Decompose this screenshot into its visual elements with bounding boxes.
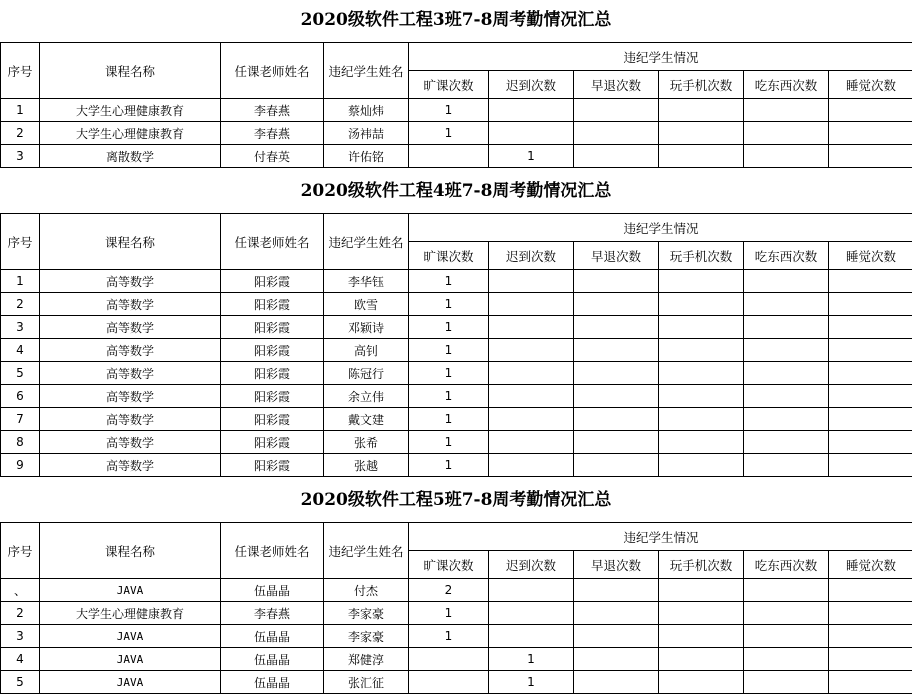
cell-absent: [409, 145, 489, 168]
cell-teacher: 阳彩霞: [221, 454, 324, 477]
cell-sleeping: [829, 270, 912, 293]
cell-eating: [744, 270, 829, 293]
header-phone: 玩手机次数: [659, 551, 744, 579]
cell-sleeping: [829, 602, 912, 625]
cell-seq: 1: [1, 270, 40, 293]
header-course: 课程名称: [40, 43, 221, 99]
header-phone: 玩手机次数: [659, 242, 744, 270]
cell-late: [489, 385, 574, 408]
cell-seq: 8: [1, 431, 40, 454]
cell-seq: 5: [1, 671, 40, 694]
cell-phone: [659, 316, 744, 339]
cell-sleeping: [829, 408, 912, 431]
cell-early-leave: [574, 648, 659, 671]
cell-sleeping: [829, 385, 912, 408]
cell-phone: [659, 293, 744, 316]
cell-teacher: 阳彩霞: [221, 339, 324, 362]
cell-absent: 1: [409, 339, 489, 362]
table-row: [1, 99, 912, 122]
header-eating: 吃东西次数: [744, 242, 829, 270]
cell-early-leave: [574, 145, 659, 168]
header-course: 课程名称: [40, 214, 221, 270]
cell-teacher: 伍晶晶: [221, 671, 324, 694]
cell-phone: [659, 145, 744, 168]
header-late: 迟到次数: [489, 551, 574, 579]
cell-student: 郑健淳: [324, 648, 409, 671]
cell-early-leave: [574, 339, 659, 362]
cell-absent: 2: [409, 579, 489, 602]
header-early-leave: 早退次数: [574, 242, 659, 270]
header-early-leave: 早退次数: [574, 71, 659, 99]
table-row: [1, 579, 912, 602]
cell-seq: 3: [1, 625, 40, 648]
cell-early-leave: [574, 385, 659, 408]
cell-early-leave: [574, 408, 659, 431]
cell-seq: 4: [1, 648, 40, 671]
cell-student: 李家豪: [324, 625, 409, 648]
cell-absent: 1: [409, 362, 489, 385]
cell-early-leave: [574, 602, 659, 625]
header-seq: 序号: [1, 523, 40, 579]
cell-eating: [744, 431, 829, 454]
cell-student: 陈冠行: [324, 362, 409, 385]
cell-student: 李家豪: [324, 602, 409, 625]
cell-student: 许佑铭: [324, 145, 409, 168]
cell-teacher: 阳彩霞: [221, 385, 324, 408]
cell-eating: [744, 408, 829, 431]
header-student: 违纪学生姓名: [324, 214, 409, 270]
section-title: 2020级软件工程3班7-8周考勤情况汇总: [300, 10, 612, 30]
cell-course: JAVA: [40, 579, 221, 602]
cell-student: 张希: [324, 431, 409, 454]
cell-teacher: 李春燕: [221, 122, 324, 145]
header-eating: 吃东西次数: [744, 551, 829, 579]
cell-phone: [659, 122, 744, 145]
cell-phone: [659, 99, 744, 122]
cell-sleeping: [829, 293, 912, 316]
cell-late: [489, 99, 574, 122]
header-sleeping: 睡觉次数: [829, 71, 912, 99]
cell-late: [489, 579, 574, 602]
cell-course: 大学生心理健康教育: [40, 602, 221, 625]
table-row: [1, 339, 912, 362]
cell-eating: [744, 316, 829, 339]
cell-course: 高等数学: [40, 293, 221, 316]
cell-late: [489, 316, 574, 339]
cell-early-leave: [574, 99, 659, 122]
cell-absent: 1: [409, 385, 489, 408]
cell-phone: [659, 270, 744, 293]
cell-seq: 1: [1, 99, 40, 122]
cell-eating: [744, 602, 829, 625]
header-student: 违纪学生姓名: [324, 43, 409, 99]
table-row: [1, 648, 912, 671]
cell-student: 汤袆喆: [324, 122, 409, 145]
cell-student: 高钊: [324, 339, 409, 362]
cell-eating: [744, 122, 829, 145]
cell-teacher: 付春英: [221, 145, 324, 168]
cell-late: [489, 339, 574, 362]
section-title: 2020级软件工程4班7-8周考勤情况汇总: [300, 181, 612, 201]
cell-eating: [744, 385, 829, 408]
cell-phone: [659, 362, 744, 385]
cell-seq: 5: [1, 362, 40, 385]
cell-late: [489, 454, 574, 477]
header-seq: 序号: [1, 43, 40, 99]
table-row: [1, 408, 912, 431]
attendance-table: [0, 522, 912, 694]
cell-sleeping: [829, 122, 912, 145]
cell-teacher: 阳彩霞: [221, 408, 324, 431]
cell-phone: [659, 454, 744, 477]
header-teacher: 任课老师姓名: [221, 214, 324, 270]
table-row: [1, 431, 912, 454]
cell-late: 1: [489, 648, 574, 671]
cell-sleeping: [829, 339, 912, 362]
cell-phone: [659, 648, 744, 671]
header-absent: 旷课次数: [409, 242, 489, 270]
cell-course: 离散数学: [40, 145, 221, 168]
cell-phone: [659, 625, 744, 648]
cell-seq: 6: [1, 385, 40, 408]
cell-early-leave: [574, 625, 659, 648]
cell-absent: 1: [409, 293, 489, 316]
cell-sleeping: [829, 579, 912, 602]
cell-eating: [744, 362, 829, 385]
header-teacher: 任课老师姓名: [221, 523, 324, 579]
cell-course: 高等数学: [40, 270, 221, 293]
cell-early-leave: [574, 431, 659, 454]
cell-course: JAVA: [40, 625, 221, 648]
cell-sleeping: [829, 431, 912, 454]
cell-absent: 1: [409, 270, 489, 293]
cell-absent: 1: [409, 122, 489, 145]
cell-late: 1: [489, 145, 574, 168]
table-row: [1, 122, 912, 145]
cell-course: JAVA: [40, 648, 221, 671]
cell-late: [489, 293, 574, 316]
cell-late: [489, 362, 574, 385]
cell-absent: 1: [409, 625, 489, 648]
cell-eating: [744, 625, 829, 648]
cell-early-leave: [574, 316, 659, 339]
cell-absent: [409, 648, 489, 671]
header-row: [1, 214, 912, 242]
cell-student: 蔡灿炜: [324, 99, 409, 122]
cell-late: [489, 431, 574, 454]
table-row: [1, 625, 912, 648]
table-row: [1, 145, 912, 168]
table-row: [1, 602, 912, 625]
cell-sleeping: [829, 99, 912, 122]
cell-eating: [744, 671, 829, 694]
attendance-table: [0, 42, 912, 168]
cell-phone: [659, 671, 744, 694]
cell-absent: [409, 671, 489, 694]
cell-absent: 1: [409, 408, 489, 431]
cell-absent: 1: [409, 602, 489, 625]
header-teacher: 任课老师姓名: [221, 43, 324, 99]
cell-sleeping: [829, 671, 912, 694]
table-row: [1, 270, 912, 293]
table-row: [1, 293, 912, 316]
cell-early-leave: [574, 122, 659, 145]
cell-seq: 3: [1, 316, 40, 339]
cell-teacher: 阳彩霞: [221, 316, 324, 339]
cell-course: 大学生心理健康教育: [40, 99, 221, 122]
table-row: [1, 385, 912, 408]
header-student: 违纪学生姓名: [324, 523, 409, 579]
cell-student: 余立伟: [324, 385, 409, 408]
cell-student: 欧雪: [324, 293, 409, 316]
cell-seq: 2: [1, 293, 40, 316]
cell-sleeping: [829, 362, 912, 385]
cell-eating: [744, 579, 829, 602]
header-phone: 玩手机次数: [659, 71, 744, 99]
table-row: [1, 362, 912, 385]
cell-course: 高等数学: [40, 385, 221, 408]
cell-student: 李华钰: [324, 270, 409, 293]
cell-course: 高等数学: [40, 431, 221, 454]
cell-early-leave: [574, 270, 659, 293]
cell-early-leave: [574, 362, 659, 385]
cell-absent: 1: [409, 316, 489, 339]
cell-early-leave: [574, 579, 659, 602]
cell-teacher: 阳彩霞: [221, 431, 324, 454]
header-absent: 旷课次数: [409, 71, 489, 99]
cell-seq: 3: [1, 145, 40, 168]
cell-absent: 1: [409, 454, 489, 477]
header-late: 迟到次数: [489, 71, 574, 99]
cell-early-leave: [574, 671, 659, 694]
cell-sleeping: [829, 625, 912, 648]
cell-student: 戴文建: [324, 408, 409, 431]
cell-course: 高等数学: [40, 316, 221, 339]
cell-course: 高等数学: [40, 362, 221, 385]
header-seq: 序号: [1, 214, 40, 270]
header-early-leave: 早退次数: [574, 551, 659, 579]
header-eating: 吃东西次数: [744, 71, 829, 99]
cell-late: [489, 270, 574, 293]
cell-sleeping: [829, 316, 912, 339]
cell-seq: 4: [1, 339, 40, 362]
cell-seq: 2: [1, 602, 40, 625]
cell-phone: [659, 602, 744, 625]
cell-student: 邓颖诗: [324, 316, 409, 339]
cell-teacher: 伍晶晶: [221, 579, 324, 602]
cell-phone: [659, 408, 744, 431]
header-course: 课程名称: [40, 523, 221, 579]
section-title: 2020级软件工程5班7-8周考勤情况汇总: [300, 490, 612, 510]
cell-late: [489, 122, 574, 145]
header-violation-group: 违纪学生情况: [409, 43, 912, 71]
cell-teacher: 阳彩霞: [221, 270, 324, 293]
cell-early-leave: [574, 293, 659, 316]
cell-course: 高等数学: [40, 339, 221, 362]
cell-teacher: 阳彩霞: [221, 362, 324, 385]
table-row: [1, 316, 912, 339]
table-row: [1, 671, 912, 694]
cell-seq: 、: [1, 579, 40, 602]
cell-teacher: 李春燕: [221, 99, 324, 122]
header-sleeping: 睡觉次数: [829, 551, 912, 579]
attendance-table: [0, 213, 912, 477]
cell-student: 张越: [324, 454, 409, 477]
cell-course: 大学生心理健康教育: [40, 122, 221, 145]
cell-late: [489, 602, 574, 625]
cell-seq: 7: [1, 408, 40, 431]
cell-student: 付杰: [324, 579, 409, 602]
cell-late: [489, 625, 574, 648]
cell-eating: [744, 339, 829, 362]
header-violation-group: 违纪学生情况: [409, 214, 912, 242]
cell-eating: [744, 145, 829, 168]
cell-sleeping: [829, 454, 912, 477]
cell-teacher: 阳彩霞: [221, 293, 324, 316]
cell-course: JAVA: [40, 671, 221, 694]
cell-teacher: 李春燕: [221, 602, 324, 625]
cell-sleeping: [829, 648, 912, 671]
cell-eating: [744, 454, 829, 477]
cell-absent: 1: [409, 99, 489, 122]
cell-course: 高等数学: [40, 454, 221, 477]
cell-early-leave: [574, 454, 659, 477]
cell-seq: 2: [1, 122, 40, 145]
cell-course: 高等数学: [40, 408, 221, 431]
cell-eating: [744, 99, 829, 122]
cell-teacher: 伍晶晶: [221, 625, 324, 648]
header-late: 迟到次数: [489, 242, 574, 270]
header-absent: 旷课次数: [409, 551, 489, 579]
table-row: [1, 454, 912, 477]
cell-phone: [659, 339, 744, 362]
cell-eating: [744, 293, 829, 316]
header-row: [1, 43, 912, 71]
cell-phone: [659, 431, 744, 454]
cell-phone: [659, 579, 744, 602]
cell-teacher: 伍晶晶: [221, 648, 324, 671]
header-row: [1, 523, 912, 551]
cell-seq: 9: [1, 454, 40, 477]
cell-absent: 1: [409, 431, 489, 454]
header-sleeping: 睡觉次数: [829, 242, 912, 270]
cell-sleeping: [829, 145, 912, 168]
cell-late: 1: [489, 671, 574, 694]
header-violation-group: 违纪学生情况: [409, 523, 912, 551]
cell-student: 张汇征: [324, 671, 409, 694]
cell-late: [489, 408, 574, 431]
cell-phone: [659, 385, 744, 408]
cell-eating: [744, 648, 829, 671]
